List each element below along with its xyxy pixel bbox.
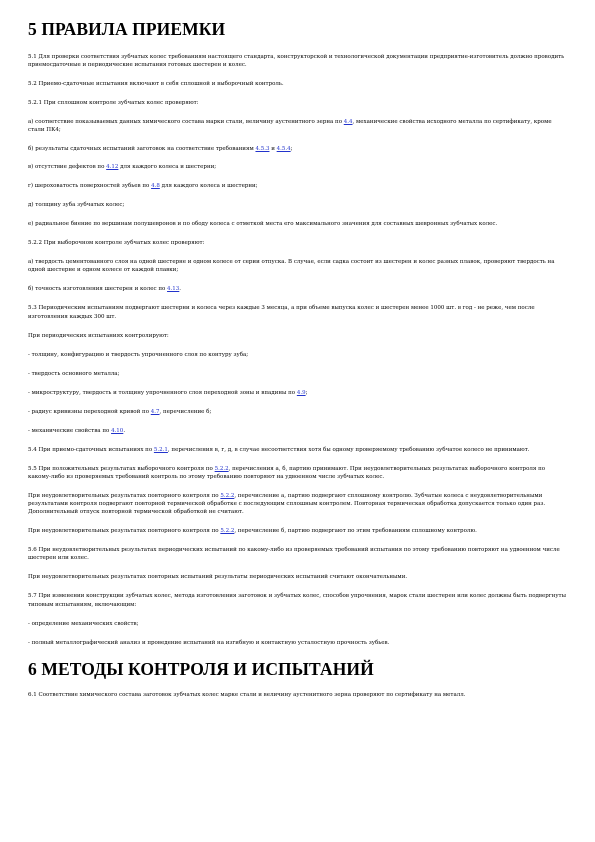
document-page	[28, 18, 568, 710]
section-6-title: 6 МЕТОДЫ КОНТРОЛЯ И ИСПЫТАНИЙ	[28, 658, 374, 679]
paragraph-repeat-control-a: При неудовлетворительных результатах повторного контроля по 5.2.2, перечисление а, партию подвергают сплошному контролю. Зубчатые колеса с неудовлетворительными результатами контроля подвергают повторной термической обработке с последующим сплошным контролем. Повторная термическая обработка допускается только один раз. Дополнительный отпуск повторной термической обработкой не считают.	[28, 492, 546, 516]
paragraph-item-b-2: б) точность изготовления шестерен и колес по 4.13.	[28, 286, 182, 293]
paragraph-periodic-intro: При периодических испытаниях контролируют:	[28, 332, 169, 339]
paragraph-bullet-mechanical: - механические свойства по 4.10.	[28, 427, 126, 434]
link-4-5-4[interactable]: 4.5.4	[276, 146, 291, 153]
paragraph-5-2-2: 5.2.2 При выборочном контроле зубчатых колес проверяют:	[28, 240, 205, 247]
paragraph-item-e: е) радиальное биение по вершинам полушевронов и по ободу колеса с отметкой места его максимального значения для составных шевронных зубчатых колес.	[28, 221, 498, 228]
paragraph-5-6: 5.6 При неудовлетворительных результатах периодических испытаний по какому-либо из проверяемых требований испытания по этому требованию повторяют на удвоенном числе шестерен или колес.	[28, 547, 560, 562]
paragraph-6-1: 6.1 Соответствие химического состава заготовок зубчатых колес марке стали и величину аустенитного зерна проверяют по сертификату на металл.	[28, 691, 466, 698]
paragraph-5-2: 5.2 Приемо-сдаточные испытания включают в себя сплошной и выборочный контроль.	[28, 81, 284, 88]
link-5-2-2[interactable]: 5.2.2	[214, 465, 229, 472]
paragraph-item-d: д) толщину зуба зубчатых колес;	[28, 202, 125, 209]
paragraph-bullet-microstructure: - микроструктуру, твердость и толщину упрочненного слоя переходной зоны и впадины по 4.9;	[28, 389, 308, 396]
link-4-12[interactable]: 4.12	[106, 164, 119, 171]
link-4-7[interactable]: 4.7	[150, 408, 160, 415]
link-5-2-2-b[interactable]: 5.2.2	[220, 528, 235, 535]
paragraph-bullet-mech-props: - определение механических свойств;	[28, 620, 139, 627]
paragraph-item-v: в) отсутствие дефектов по 4.12 для каждого колеса и шестерни;	[28, 164, 217, 171]
paragraph-bullet-hardness: - твердость основного металла;	[28, 370, 120, 377]
paragraph-item-b: б) результаты сдаточных испытаний заготовок на соответствие требованиям 4.5.3 и 4.5.4;	[28, 146, 293, 153]
paragraph-5-5: 5.5 При положительных результатах выборочного контроля по 5.2.2, перечисления а, б, партию принимают. При неудовлетворительных результатах выборочного контроля по какому-либо из проверяемых требований контроль по этому требованию повторяют на удвоенном числе зубчатых колес.	[28, 465, 546, 480]
link-4-5-3[interactable]: 4.5.3	[255, 146, 270, 153]
paragraph-repeat-control-b: При неудовлетворительных результатах повторного контроля по 5.2.2, перечисление б, партию подвергают по этим требованиям сплошному контролю.	[28, 528, 477, 535]
paragraph-bullet-thickness: - толщину, конфигурацию и твердость упрочненного слоя по контуру зуба;	[28, 351, 249, 358]
paragraph-5-2-1: 5.2.1 При сплошном контроле зубчатых колес проверяют:	[28, 100, 199, 107]
paragraph-5-1: 5.1 Для проверки соответствия зубчатых колес требованиям настоящего стандарта, конструкторской и технологической документации предприятие-изготовитель должно проводить приемосдаточные и периодические испытания готовых шестерен и колес.	[28, 54, 565, 69]
link-4-13[interactable]: 4.13	[167, 286, 180, 293]
paragraph-item-g: г) шероховатость поверхностей зубьев по 4.8 для каждого колеса и шестерни;	[28, 183, 258, 190]
paragraph-bullet-radius: - радиус кривизны переходной кривой по 4.7, перечисление б;	[28, 408, 212, 415]
section-5-title: 5 ПРАВИЛА ПРИЕМКИ	[28, 19, 226, 39]
paragraph-5-4: 5.4 При приемо-сдаточных испытаниях по 5.2.1, перечисления в, г, д, в случае несоответствия хотя бы одному проверяемому требованию зубчатое колесо не принимают.	[28, 446, 530, 453]
paragraph-5-7: 5.7 При изменении конструкции зубчатых колес, метода изготовления заготовок и зубчатых колес, способов упрочнения, марок стали шестерен или колес должны быть подвергнуты типовым испытаниям, включающим:	[28, 593, 566, 608]
paragraph-5-3: 5.3 Периодическим испытаниям подвергают шестерни и колеса через каждые 3 месяца, а при объеме выпуска колес и шестерен менее 1000 шт. в год - не реже, чем после изготовления каждых 300 шт.	[28, 305, 535, 320]
link-5-2-2-a[interactable]: 5.2.2	[220, 492, 235, 499]
paragraph-bullet-metallography: - полный металлографический анализ и проведение испытаний на изгибную и контактную усталостную прочность зубьев.	[28, 639, 390, 646]
link-5-2-1[interactable]: 5.2.1	[153, 446, 168, 453]
link-4-4[interactable]: 4.4	[343, 119, 353, 126]
link-4-10[interactable]: 4.10	[111, 427, 124, 434]
paragraph-final-results: При неудовлетворительных результатах повторных испытаний результаты периодических испытаний считают окончательными.	[28, 574, 408, 581]
link-4-8[interactable]: 4.8	[151, 183, 160, 190]
paragraph-item-a-2: а) твердость цементованного слоя на одной шестерне и одном колесе от серии отпуска. В случае, если садка состоит из шестерен и колес разных плавок, проверяют твердость на одной шестерне и одном колесе от каждой плавки;	[28, 259, 555, 274]
link-4-9[interactable]: 4.9	[296, 389, 306, 396]
paragraph-item-a: а) соответствие показываемых данных химического состава марки стали, величину аустенитного зерна по 4.4, механические свойства исходного металла по сертификату, кроме стали ПК4;	[28, 119, 552, 134]
